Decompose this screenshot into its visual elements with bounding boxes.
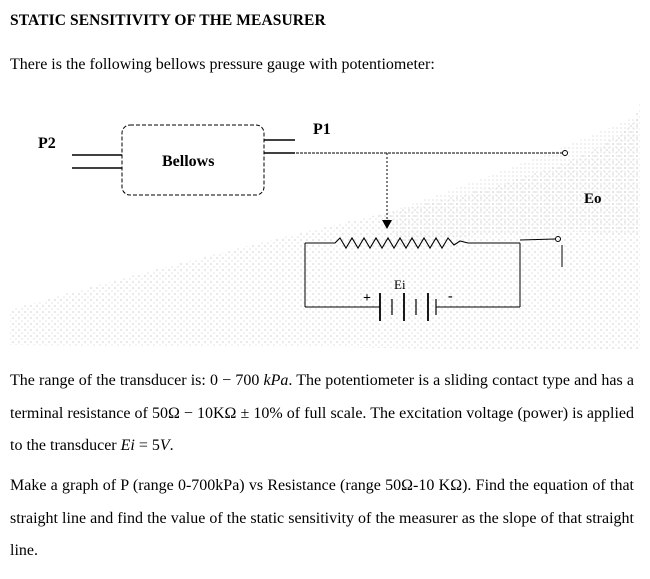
range-math: 0 − 700: [209, 372, 264, 389]
label-plus: +: [363, 291, 371, 306]
stipple-band: [380, 115, 640, 245]
ei-value: = 5: [134, 437, 160, 454]
label-bellows: Bellows: [162, 153, 215, 170]
p1-text-4: .: [169, 437, 174, 454]
ei-variable: Ei: [120, 437, 135, 454]
p1-text-1: The range of the transducer is:: [10, 372, 210, 389]
range-unit: kPa: [263, 372, 289, 389]
p1-text-3: of full scale. The excitation voltage (power) is applied to the transducer: [10, 404, 635, 454]
transducer-description: [10, 365, 634, 463]
ei-unit: V: [159, 437, 170, 454]
task-description: Make a graph of P (range 0-700kPa) vs Resistance (range 50Ω-10 KΩ). Find the equation of that straight line and find the value of the static sensitivity of the measurer as the slope of that straight line.: [10, 477, 634, 559]
label-p1: P1: [313, 121, 331, 138]
p1-text-2: . The potentiometer is a sliding contact type and has a terminal resistance of: [10, 372, 634, 422]
intro-text: There is the following bellows pressure gauge with potentiometer:: [10, 56, 435, 73]
label-ei: Ei: [394, 277, 406, 292]
resistance-math: 50Ω − 10KΩ ± 10%: [151, 404, 283, 422]
bellows-potentiometer-diagram: [0, 95, 650, 355]
label-p2: P2: [38, 135, 56, 152]
label-minus: -: [448, 289, 453, 304]
label-eo: Eo: [584, 191, 602, 207]
page-title: STATIC SENSITIVITY OF THE MEASURER: [10, 12, 326, 29]
